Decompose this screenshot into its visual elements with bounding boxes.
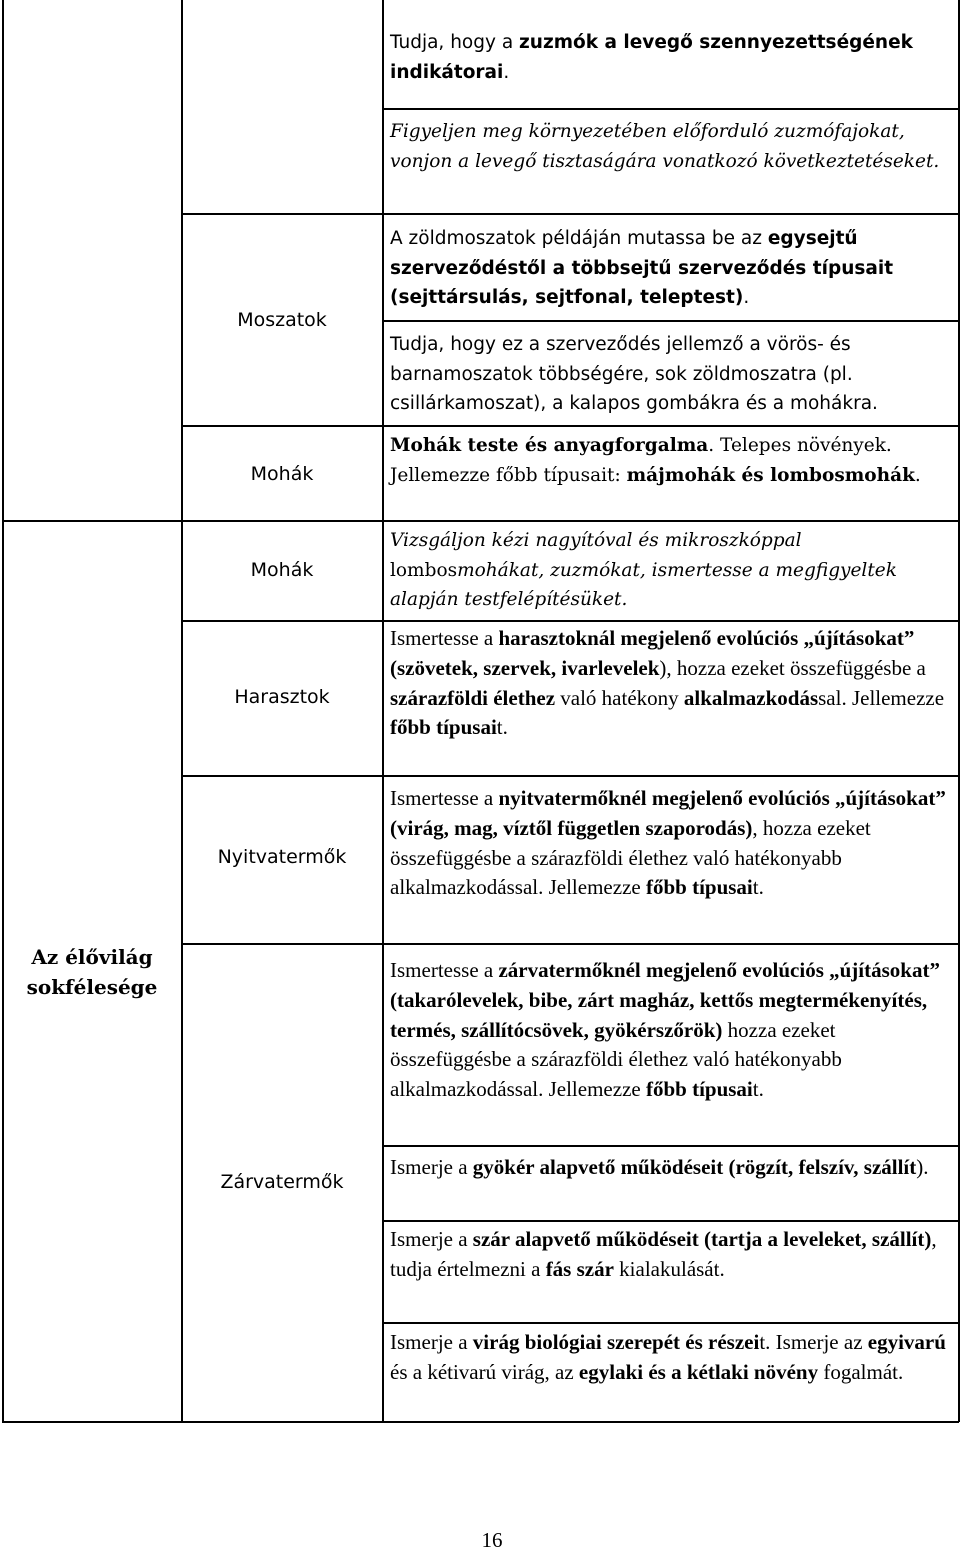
- sub-line: [181, 425, 383, 427]
- text: és a kétivarú virág, az: [390, 1359, 579, 1384]
- text: ), hozza ezeket összefüggésbe a: [659, 655, 926, 680]
- text: .: [743, 287, 750, 308]
- bold-text: gyökér alapvető működéseit (rögzít, felszív, szállít: [472, 1155, 917, 1179]
- sub-nyitvatermok: Nyitvatermők: [217, 846, 347, 868]
- row-line: [382, 775, 959, 777]
- bold-text: egylaki és a kétlaki növény: [578, 1359, 819, 1384]
- text: Ismerje a: [390, 1227, 473, 1251]
- text: ).: [916, 1155, 929, 1179]
- text: , tudja értelmezni a: [390, 1227, 937, 1281]
- text: Ismertesse a: [390, 626, 499, 650]
- text: .: [914, 464, 921, 486]
- row-line: [382, 520, 959, 522]
- cell-nyitvatermok: [390, 784, 956, 903]
- sub-zarvatermok: Zárvatermők: [220, 1171, 344, 1193]
- text: hozza ezeket összefüggésbe a szárazföldi élethez való hatékonyabb alkalmazkodással. Jellemezze: [390, 1017, 842, 1102]
- bold-text: szárazföldi élethez: [390, 685, 556, 710]
- bold-text: alkalmazkodás: [683, 685, 819, 710]
- table-border-left: [2, 0, 4, 1422]
- text: Ismerje a: [390, 1155, 473, 1179]
- row-line: [382, 108, 959, 110]
- page-number: 16: [481, 1528, 503, 1552]
- sub-moszatok: Moszatok: [237, 309, 327, 331]
- cell-virag: [390, 1328, 956, 1388]
- bold-text: zárvatermőknél megjelenő evolúciós „újításokat” (takarólevelek, bibe, zárt magház, kettős megtermékenyítés, termés, szállítócsövek, gyökérszőrök): [390, 958, 940, 1042]
- bold-text: főbb típusai: [645, 875, 753, 900]
- text: Ismertesse a: [390, 958, 499, 982]
- text: A zöldmoszatok példáján mutassa be az: [390, 228, 768, 249]
- text: Ismerje a: [390, 1330, 473, 1354]
- bold-text: egyivarú: [867, 1330, 946, 1354]
- row-line: [382, 1145, 959, 1147]
- bold-text: egysejtű szerveződéstől a többsejtű szerveződés típusait (sejttársulás, sejtfonal, teleptest): [390, 228, 894, 308]
- text: Ismertesse a: [390, 786, 499, 810]
- text: t.: [752, 1077, 764, 1102]
- bold-text: zuzmók a levegő szennyezettségének indikátorai: [390, 32, 913, 83]
- cell-mohak-teste: [390, 431, 956, 490]
- cat-line: [2, 520, 182, 522]
- text: , hozza ezeket összefüggésbe a szárazföldi élethez való hatékonyabb alkalmazkodással. Jellemezze: [390, 815, 871, 900]
- bold-text: májmohák és lombosmohák: [626, 464, 915, 486]
- sub-harasztok: Harasztok: [234, 686, 330, 708]
- cell-zoldmoszatok: [390, 224, 956, 313]
- text: t. Ismerje az: [759, 1330, 868, 1354]
- sub-line: [181, 775, 383, 777]
- text: fogalmát.: [818, 1359, 904, 1384]
- bold-text: főbb típusai: [390, 715, 497, 740]
- row-line: [382, 620, 959, 622]
- cell-mohak-vizsgalat: [390, 526, 956, 615]
- category-label: [2, 942, 182, 1002]
- cell-gyoker: [390, 1153, 956, 1183]
- sub-line: [181, 943, 383, 945]
- bold-text: nyitvatermőknél megjelenő evolúciós „újításokat” (virág, mag, víztől független szaporodás): [390, 786, 946, 840]
- category-line-2: sokfélesége: [26, 975, 158, 999]
- cell-zuzmo-observe: Figyeljen meg környezetében előforduló zuzmófajokat, vonjon a levegő tisztaságára vonatkozó következtetéseket.: [390, 121, 940, 172]
- row-line: [382, 320, 959, 322]
- table-border-bottom: [2, 1421, 959, 1423]
- sub-line: [181, 520, 383, 522]
- bold-text: harasztoknál megjelenő evolúciós „újításokat” (szövetek, szervek, ivarlevelek: [390, 626, 915, 680]
- cell-szervezodes: Tudja, hogy ez a szerveződés jellemző a vörös- és barnamoszatok többségére, sok zöldmoszatra (pl. csillárkamoszat), a kalapos gombákra és a mohákra.: [390, 334, 878, 414]
- category-line-1: Az élővilág: [31, 945, 153, 969]
- italic-text: Vizsgáljon kézi nagyítóval és mikroszkóppal: [390, 530, 802, 551]
- row-line: [382, 1322, 959, 1324]
- text: t.: [752, 875, 764, 900]
- cell-zuzmo-indicator: [390, 28, 956, 87]
- text: .: [503, 61, 510, 83]
- cell-zarvatermok: [390, 956, 956, 1105]
- bold-text: virág biológiai szerepét és részei: [472, 1330, 760, 1354]
- cell-szar: [390, 1225, 956, 1285]
- bold-text: fás szár: [545, 1256, 614, 1281]
- bold-text: szár alapvető működéseit (tartja a leveleket, szállít): [472, 1227, 932, 1251]
- cell-harasztok: [390, 624, 956, 743]
- text: . Telepes növények. Jellemezze főbb típusait:: [390, 435, 892, 486]
- row-line: [382, 425, 959, 427]
- row-line: [382, 1220, 959, 1222]
- text: Tudja, hogy a: [390, 32, 520, 53]
- italic-text: mohákat, zuzmókat, ismertesse a megfigyeltek alapján testfelépítésüket.: [390, 559, 897, 610]
- sub-line: [181, 620, 383, 622]
- sub-mohak-2: Mohák: [250, 559, 314, 581]
- text: kialakulását.: [613, 1256, 725, 1281]
- text: való hatékony: [555, 685, 684, 710]
- text: sal. Jellemezze: [818, 685, 945, 710]
- bold-text: Mohák teste és anyagforgalma: [390, 435, 709, 456]
- row-line: [382, 943, 959, 945]
- row-line: [382, 213, 959, 215]
- text: t.: [496, 715, 508, 740]
- sub-line: [181, 213, 383, 215]
- bold-text: főbb típusai: [645, 1077, 753, 1102]
- sub-mohak-1: Mohák: [250, 463, 314, 485]
- text: lombos: [390, 559, 458, 581]
